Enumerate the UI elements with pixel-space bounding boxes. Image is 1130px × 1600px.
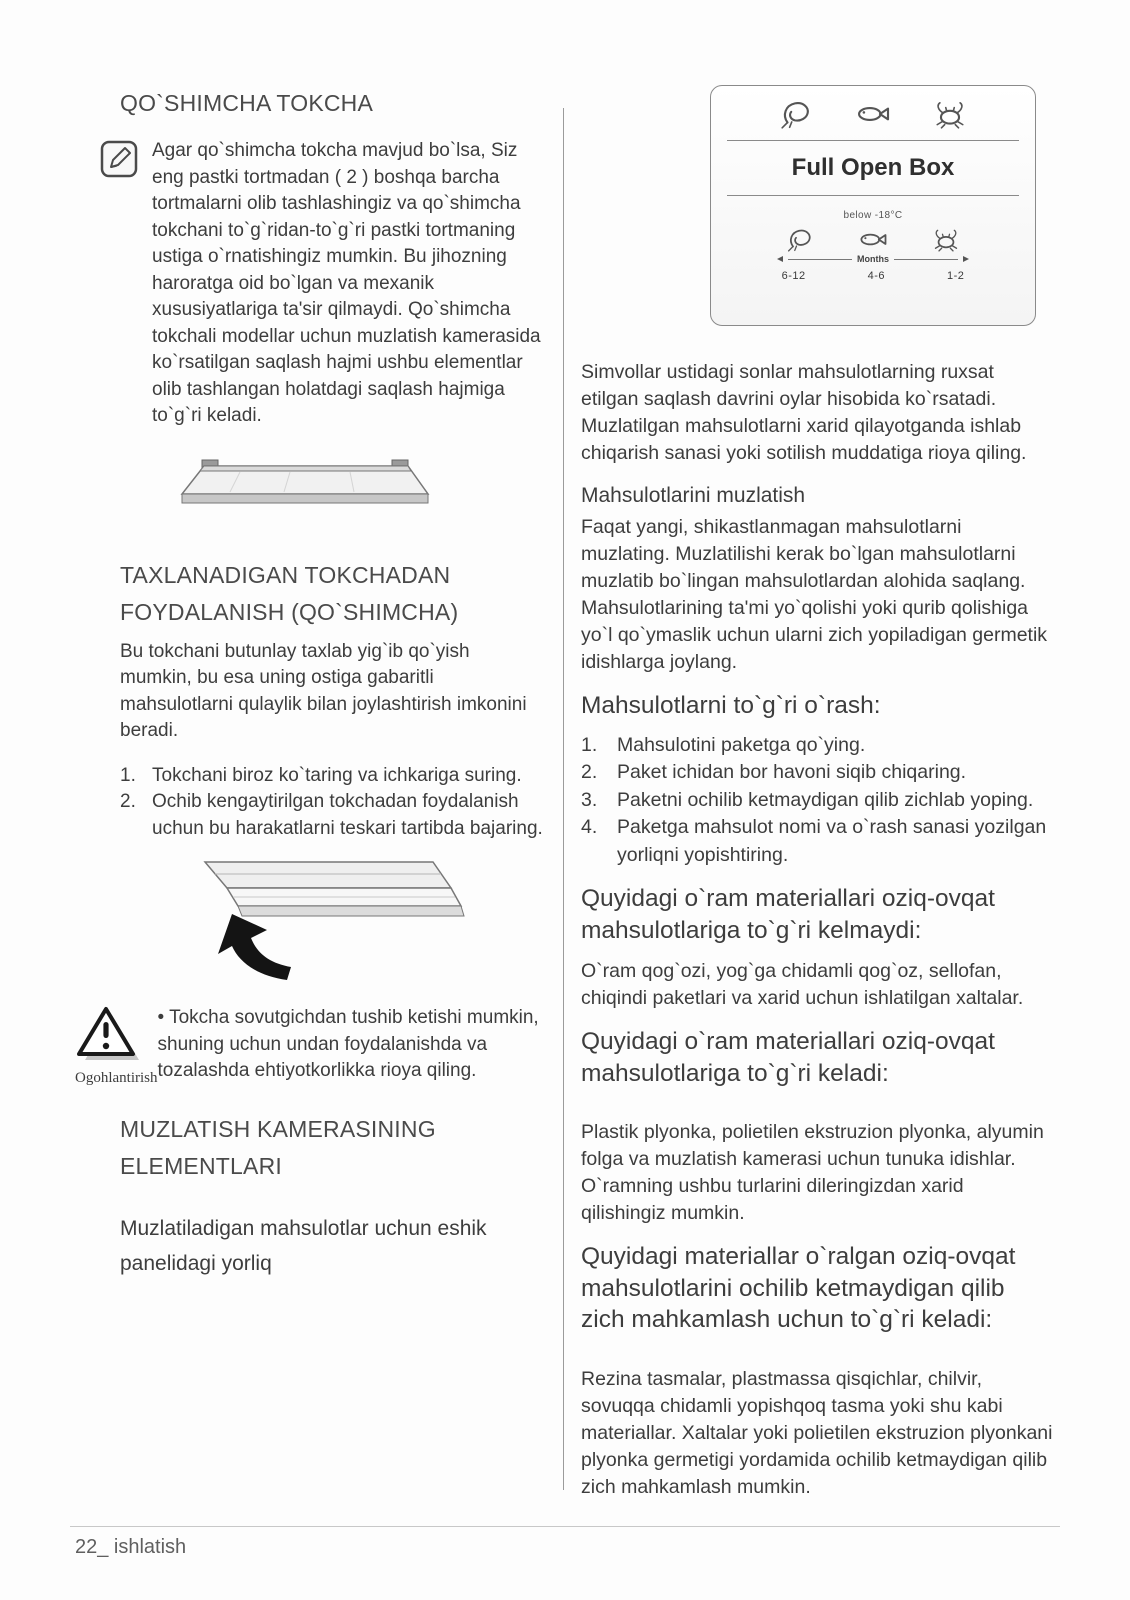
wrapping-steps bbox=[581, 732, 1053, 870]
month-range: 4-6 bbox=[867, 270, 886, 282]
month-range: 6-12 bbox=[781, 270, 806, 282]
warning-icon-column bbox=[75, 1005, 158, 1087]
sealing-materials-paragraph: Rezina tasmalar, plastmassa qisqichlar, chilvir, sovuqqa chidamli yopishqoq tasma yoki shu kabi materiallar. Xaltalar yoki polietilen ekstruzion plyonkani plyonka germetigi yordamida ochilib ketmaydigan qilib zich mahkamlash mumkin. bbox=[581, 1367, 1053, 1498]
section-title-folding-shelf: TAXLANADIGAN TOKCHADAN FOYDALANISH (QO`SHIMCHA) bbox=[120, 561, 459, 625]
step-number: 2. bbox=[120, 791, 136, 812]
good-materials-paragraph: Plastik plyonka, polietilen ekstruzion plyonka, alyumin folga va muzlatish kamerasi uchun tunuka idishlar. O`ramning ushbu turlarini dileringizdan xarid qilishingiz mumkin. bbox=[581, 1121, 1044, 1224]
column-divider bbox=[563, 108, 564, 1490]
step-text: Paket ichidan bor havoni siqib chiqaring. bbox=[617, 761, 967, 783]
note-icon bbox=[100, 140, 138, 430]
arrow-left-icon bbox=[777, 256, 783, 262]
folding-shelf-intro: Bu tokchani butunlay taxlab yig`ib qo`yish mumkin, bu esa uning ostiga gabaritli mahsulotlarni qulaylik bilan joylashtirish imkonini beradi. bbox=[120, 640, 527, 741]
shrimp-icon bbox=[786, 227, 814, 252]
warning-text: • Tokcha sovutgichdan tushib ketishi mumkin, shuning uchun undan foydalanishda va tozalashda ehtiyotkorlikka rioya qiling. bbox=[157, 1007, 539, 1081]
freezer-door-label bbox=[710, 85, 1036, 326]
left-column bbox=[75, 85, 545, 1281]
note-block bbox=[75, 138, 545, 430]
list-item bbox=[581, 787, 1053, 815]
crab-icon bbox=[932, 227, 960, 252]
folding-shelf-illustration bbox=[135, 856, 465, 991]
step-number: 4. bbox=[581, 816, 598, 838]
door-label-title: Full Open Box bbox=[791, 154, 955, 181]
shrimp-icon bbox=[779, 99, 813, 129]
section-title-freezer-elements: MUZLATISH KAMERASINING ELEMENTLARI bbox=[120, 1116, 436, 1179]
step-text: Paketni ochilib ketmaydigan qilib zichlab yoping. bbox=[617, 788, 1034, 811]
freezer-elements-body: Muzlatiladigan mahsulotlar uchun eshik panelidagi yorliq bbox=[120, 1217, 487, 1275]
door-label-temp-note: below -18°C bbox=[843, 210, 903, 221]
month-range: 1-2 bbox=[947, 270, 965, 282]
section-title-extra-shelf: QO`SHIMCHA TOKCHA bbox=[120, 90, 374, 116]
warning-icon bbox=[75, 1005, 158, 1066]
crab-icon bbox=[933, 99, 967, 129]
extra-shelf-note-text: Agar qo`shimcha tokcha mavjud bo`lsa, Siz eng pastki tortmadan ( 2 ) boshqa barcha tortmalarni olib tashlashingiz va qo`shimcha tokchani to`g`ridan-to`g`ri pastki tortmaning ustiga o`rnatishingiz mumkin. Bu jihozning haroratga oid bo`lgan va mexanik xususiyatlariga ta'sir qilmaydi. Qo`shimcha tokchali modellar uchun muzlatish kamerasida ko`rsatilgan saqlash hajmi ushbu elementlar olib tashlangan holatdagi saqlash hajmiga to`g`ri keladi. bbox=[152, 140, 541, 426]
warning-label: Ogohlantirish bbox=[75, 1070, 158, 1086]
months-scale bbox=[711, 254, 1035, 264]
warning-block bbox=[75, 1005, 545, 1087]
step-text: Ochib kengaytirilgan tokchadan foydalanish uchun bu harakatlarni teskari tartibda bajaring. bbox=[152, 791, 543, 839]
month-ranges-row bbox=[711, 270, 1035, 282]
list-item bbox=[120, 789, 545, 842]
page-footer: 22_ ishlatish bbox=[75, 1536, 187, 1558]
step-number: 2. bbox=[581, 761, 598, 783]
list-item bbox=[581, 814, 1053, 869]
step-number: 3. bbox=[581, 788, 598, 811]
label-divider bbox=[727, 195, 1019, 196]
step-text: Tokchani biroz ko`taring va ichkariga suring. bbox=[152, 764, 522, 786]
step-number: 1. bbox=[581, 733, 598, 756]
subheading-freezing: Mahsulotlarini muzlatish bbox=[581, 484, 806, 507]
step-number: 1. bbox=[120, 764, 136, 786]
extra-shelf-illustration bbox=[170, 456, 440, 521]
food-icons-row-bottom bbox=[711, 227, 1035, 252]
bad-materials-paragraph: O`ram qog`ozi, yog`ga chidamli qog`oz, sellofan, chiqindi paketlari va xarid uchun ishlatilgan xaltalar. bbox=[581, 960, 1024, 1009]
scale-line bbox=[894, 259, 958, 260]
folding-shelf-steps bbox=[75, 763, 545, 843]
months-label: Months bbox=[857, 254, 889, 264]
right-column bbox=[581, 85, 1053, 1501]
heading-bad-materials: Quyidagi o`ram materiallari oziq-ovqat mahsulotlariga to`g`ri kelmaydi: bbox=[581, 885, 995, 944]
heading-sealing-materials: Quyidagi materiallar o`ralgan oziq-ovqat mahsulotlarini ochilib ketmaydigan qilib zich mahkamlash uchun to`g`ri keladi: bbox=[581, 1243, 1016, 1333]
fish-icon bbox=[855, 99, 891, 129]
list-item bbox=[581, 759, 1053, 787]
step-text: Mahsulotini paketga qo`ying. bbox=[617, 733, 866, 756]
footer-rule bbox=[70, 1526, 1060, 1527]
heading-wrapping: Mahsulotlarni to`g`ri o`rash: bbox=[581, 692, 881, 719]
step-text: Paketga mahsulot nomi va o`rash sanasi yozilgan yorliqni yopishtiring. bbox=[617, 816, 1047, 866]
list-item bbox=[581, 732, 1053, 760]
symbols-note-paragraph: Simvollar ustidagi sonlar mahsulotlarning ruxsat etilgan saqlash davrini oylar hisobida ko`rsatadi. Muzlatilgan mahsulotlarni xarid qilayotganda ishlab chiqarish sanasi yoki sotilish muddatiga rioya qiling. bbox=[581, 361, 1027, 464]
freezing-paragraph: Faqat yangi, shikastlanmagan mahsulotlarni muzlating. Muzlatilishi kerak bo`lgan mahsulotlarni muzlatib bo`lingan mahsulotlardan alohida saqlang. Mahsulotlarining ta'mi yo`qolishi yoki qurib qolishiga yo`l qo`ymaslik uchun ularni zich yopiladigan germetik idishlarga joylang. bbox=[581, 516, 1048, 673]
scale-line bbox=[788, 259, 852, 260]
arrow-right-icon bbox=[963, 256, 969, 262]
heading-good-materials: Quyidagi o`ram materiallari oziq-ovqat mahsulotlariga to`g`ri keladi: bbox=[581, 1028, 995, 1087]
label-divider bbox=[727, 140, 1019, 141]
food-icons-row-top bbox=[711, 99, 1035, 129]
list-item bbox=[120, 763, 545, 790]
fish-icon bbox=[858, 227, 888, 252]
